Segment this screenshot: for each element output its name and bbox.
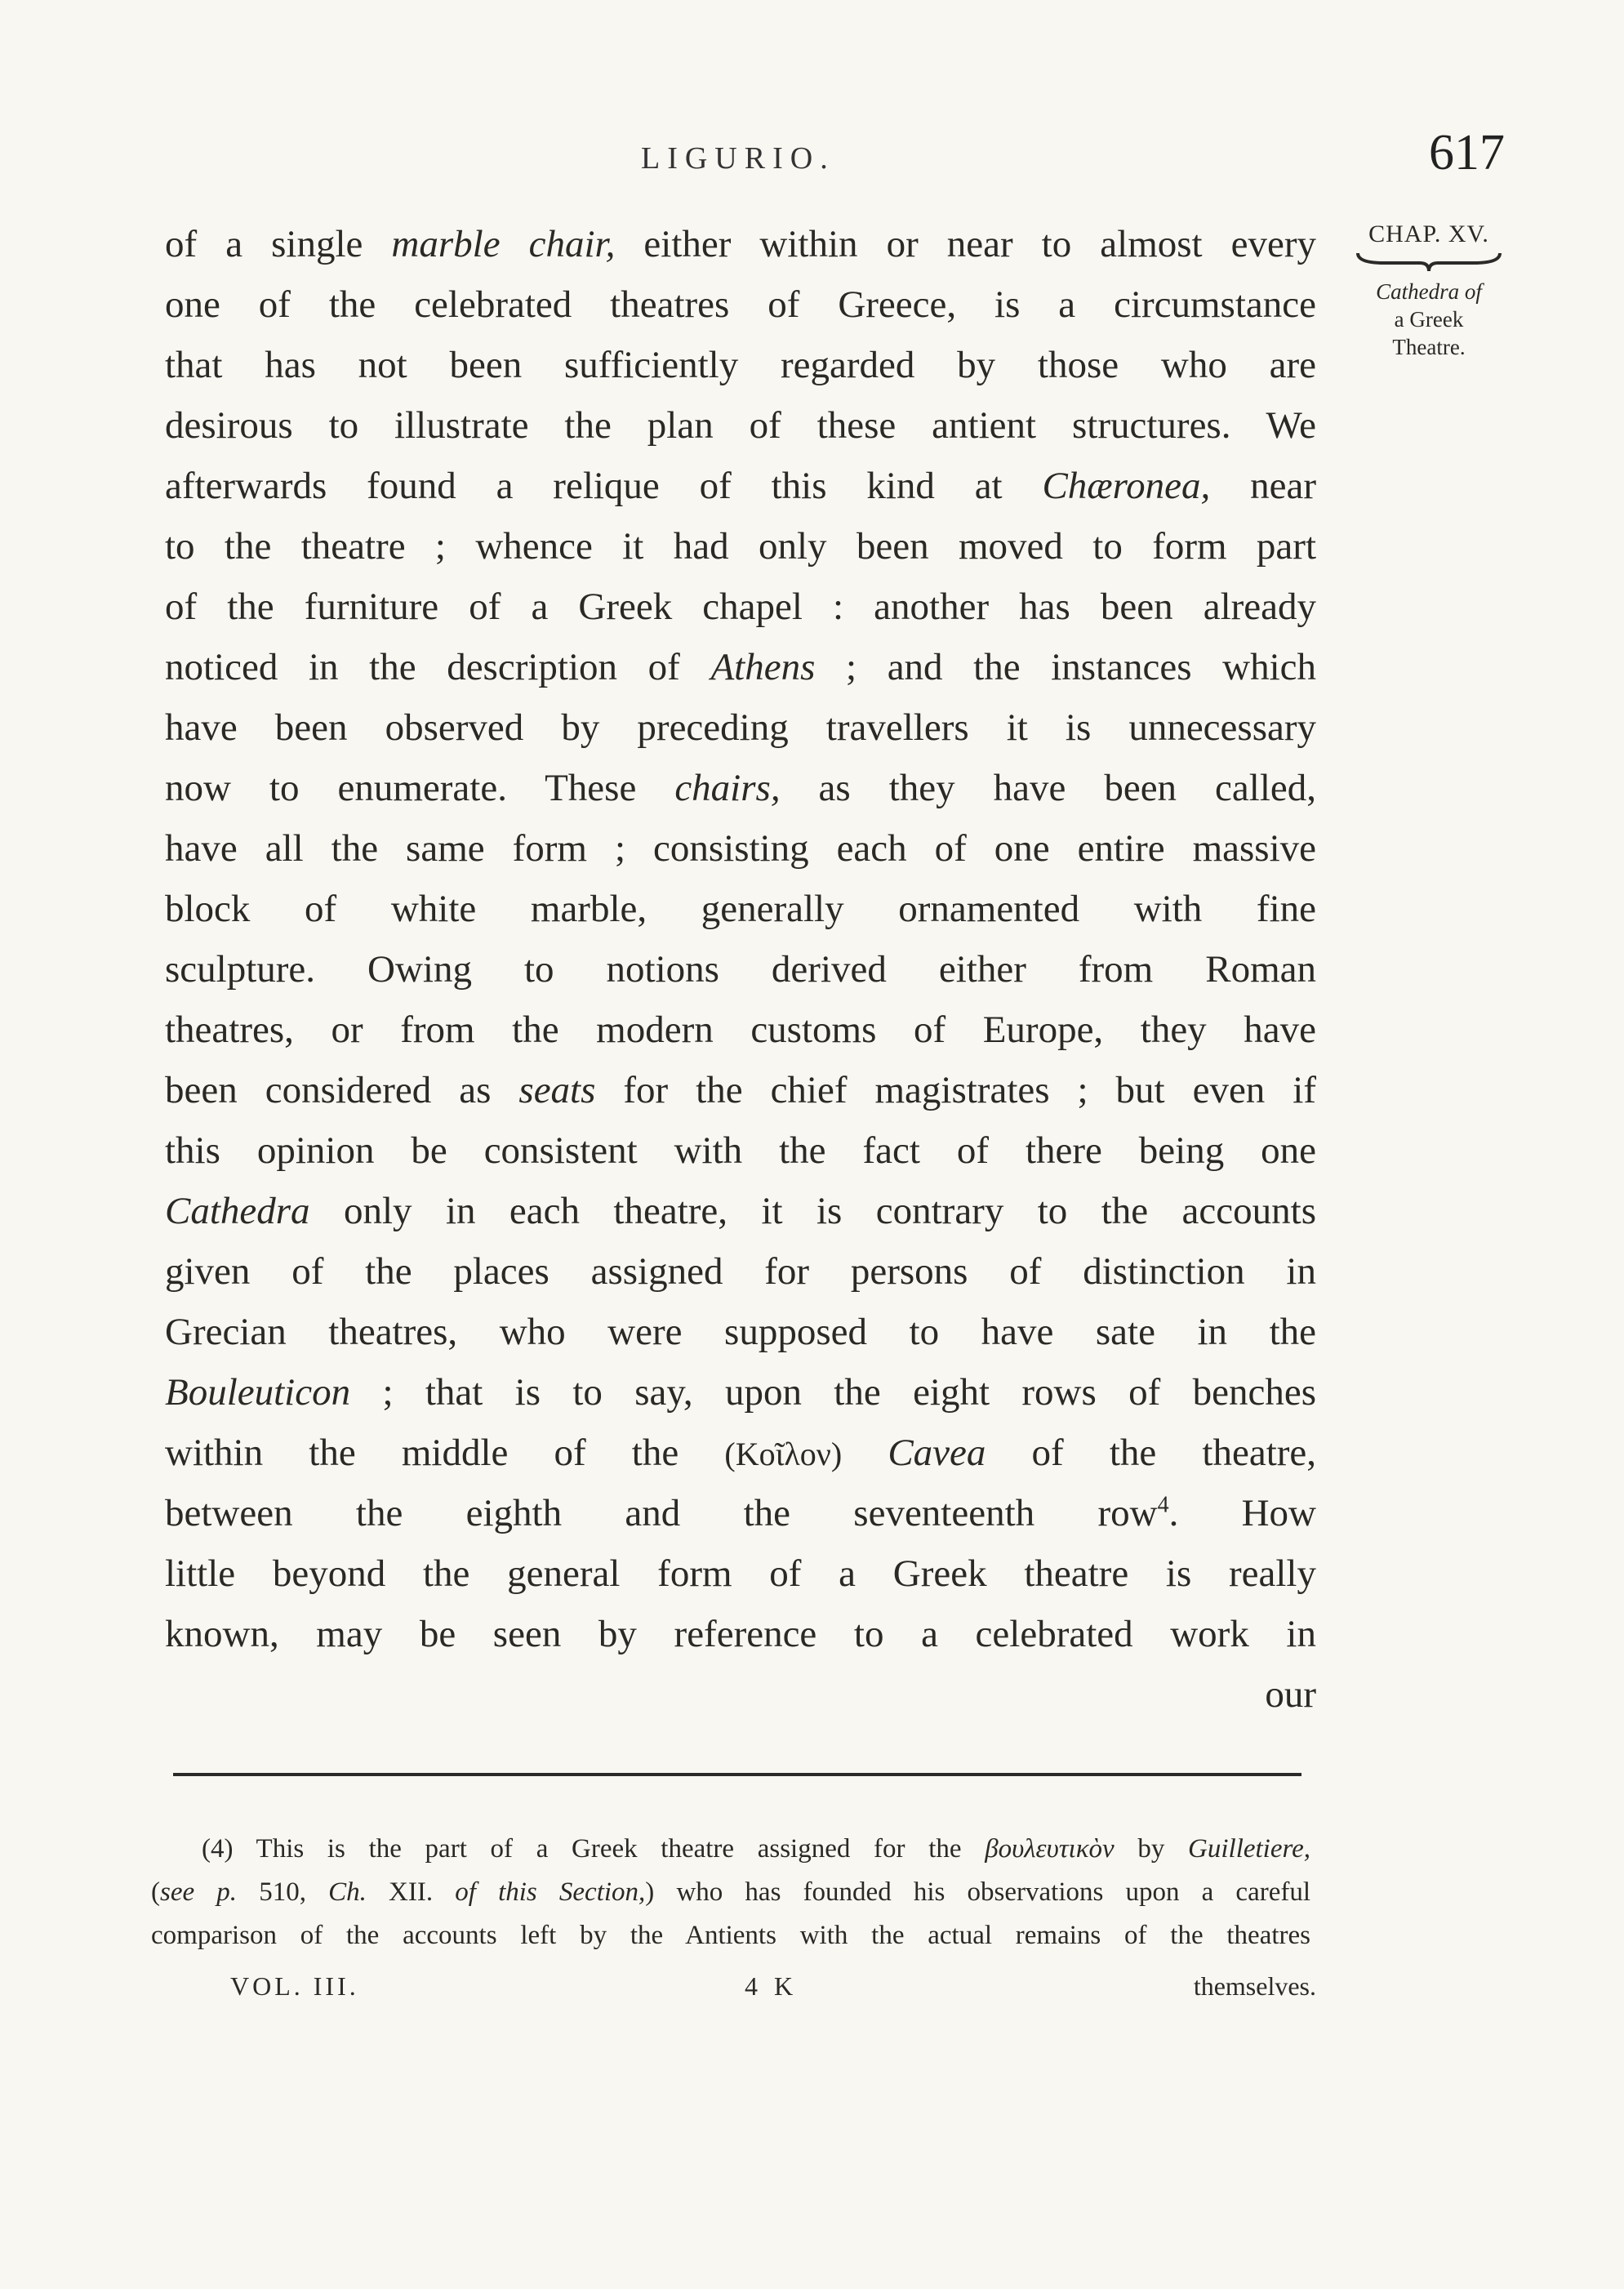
text-line: given of the places assigned for persons of distinction in [165, 1250, 1316, 1293]
footnote-rule [173, 1773, 1301, 1776]
italic-phrase: see p. [160, 1877, 238, 1907]
footnote-line: (see p. 510, Ch. XII. of this Section,) who has founded his observations upon a careful [151, 1877, 1311, 1907]
text-line: of a single marble chair, either within or near to almost every [165, 223, 1317, 265]
italic-phrase: Bouleuticon [165, 1371, 351, 1414]
text-line: block of white marble, generally ornamented with fine [165, 888, 1316, 930]
italic-phrase: Athens [710, 646, 816, 688]
text-line: within the middle of the (Κοῖλον) Cavea of the theatre, [165, 1432, 1317, 1474]
italic-phrase: marble chair, [391, 223, 616, 265]
margin-note-line: Theatre. [1392, 335, 1466, 359]
catchword: themselves. [1193, 1971, 1316, 2001]
text-line: this opinion be consistent with the fact of there being one [165, 1129, 1316, 1172]
text-line: sculpture. Owing to notions derived either from Roman [165, 948, 1316, 991]
margin-note-line: a Greek [1394, 307, 1464, 332]
text-line: that has not been sufficiently regarded by those who are [165, 344, 1316, 386]
running-head: LIGURIO. [641, 141, 835, 176]
footnote-line: comparison of the accounts left by the Antients with the actual remains of the theatres [151, 1921, 1310, 1950]
volume-label: VOL. III. [230, 1971, 359, 2001]
body-text [165, 214, 1316, 1725]
signature-mark: 4 K [745, 1971, 799, 2001]
italic-phrase: chairs, [674, 767, 781, 809]
italic-phrase: βουλευτικὸν [985, 1834, 1115, 1864]
page-number: 617 [1429, 125, 1505, 180]
brace-ornament [1351, 250, 1506, 274]
italic-phrase: Cathedra [165, 1190, 310, 1232]
chapter-label: CHAP. XV. [1368, 220, 1489, 247]
text-line: one of the celebrated theatres of Greece, is a circumstance [165, 283, 1316, 326]
text-line: have been observed by preceding travellers it is unnecessary [165, 706, 1316, 749]
footnote [151, 1828, 1310, 1957]
text-line: of the furniture of a Greek chapel : another has been already [165, 586, 1316, 628]
italic-phrase: Chæronea, [1042, 465, 1211, 507]
text-line: desirous to illustrate the plan of these antient structures. We [165, 404, 1316, 447]
text-line: now to enumerate. These chairs, as they have been called, [165, 767, 1316, 809]
text-line: Cathedra only in each theatre, it is contrary to the accounts [165, 1190, 1316, 1232]
italic-phrase: Guilletiere, [1188, 1834, 1311, 1864]
text-line: Bouleuticon ; that is to say, upon the eight rows of benches [165, 1371, 1316, 1414]
signature-row [230, 1971, 1316, 2011]
text-line: theatres, or from the modern customs of Europe, they have [165, 1009, 1316, 1051]
margin-note [1347, 220, 1511, 361]
italic-phrase: Cavea [888, 1432, 986, 1474]
italic-phrase: seats [518, 1069, 596, 1111]
margin-note-line: Cathedra of [1376, 279, 1482, 304]
text-line: Grecian theatres, who were supposed to have sate in the [165, 1311, 1316, 1353]
text-line: been considered as seats for the chief magistrates ; but even if [165, 1069, 1316, 1111]
text-line: little beyond the general form of a Greek theatre is really [165, 1552, 1316, 1595]
italic-phrase: Ch. [328, 1877, 367, 1907]
text-line: our [1265, 1673, 1316, 1716]
text-line: to the theatre ; whence it had only been moved to form part [165, 525, 1316, 568]
footnote-reference: 4 [1157, 1492, 1169, 1518]
footnote-line: (4) This is the part of a Greek theatre assigned for the βουλευτικὸν by Guilletiere, [202, 1834, 1311, 1864]
text-line: noticed in the description of Athens ; and the instances which [165, 646, 1316, 688]
text-line: known, may be seen by reference to a celebrated work in [165, 1613, 1316, 1655]
text-line: have all the same form ; consisting each of one entire massive [165, 827, 1316, 870]
italic-phrase: of this Section, [455, 1877, 646, 1907]
text-line: afterwards found a relique of this kind at Chæronea, near [165, 465, 1316, 507]
greek-phrase: (Κοῖλον) [724, 1436, 843, 1472]
text-line: between the eighth and the seventeenth row$^4$. How [165, 1492, 1317, 1534]
